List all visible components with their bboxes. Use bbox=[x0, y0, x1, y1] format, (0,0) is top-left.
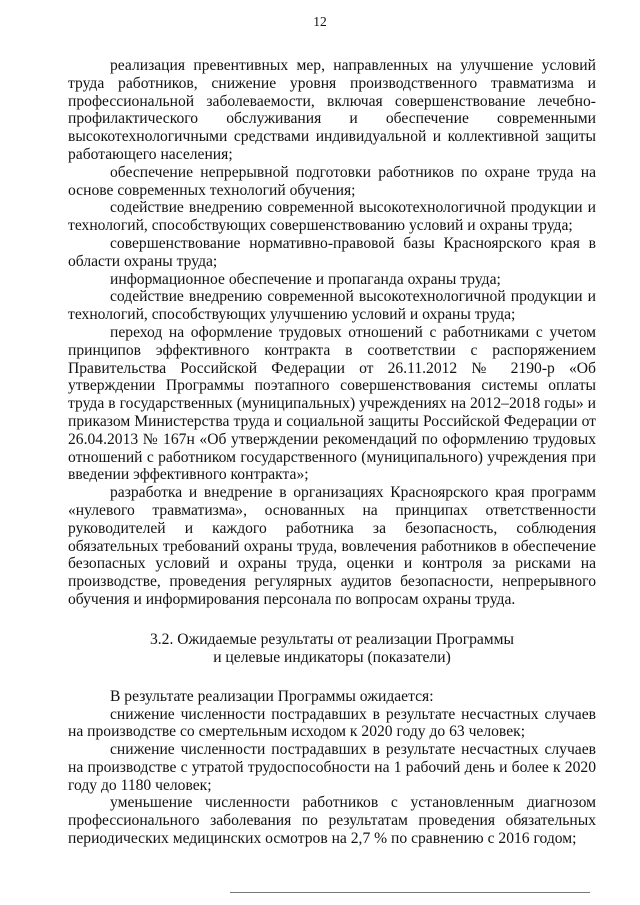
paragraph-information-support: информационное обеспечение и пропаганда охраны труда; bbox=[110, 270, 501, 288]
document-body bbox=[68, 57, 596, 848]
paragraph-zero-injury: разработка и внедрение в организациях Красноярского края программ «нулевого травматизма», основанных на принципах ответственности руководителей и каждого работника за безопасность, соблюдения обязательных требований охраны труда, вовлечения работников в обеспечение безопасных условий и охраны труда, оценки и контроля за рисками на производстве, проведения регулярных аудитов безопасности, непрерывного обучения и информирования персонала по вопросам охраны труда. bbox=[68, 484, 596, 608]
bottom-edge-line bbox=[230, 892, 590, 893]
paragraph-effective-contract: переход на оформление трудовых отношений с работниками с учетом принципов эффективного контракта в соответствии с распоряжением Правительства Российской Федерации от 26.11.2012 № 2190-р «Об утверждении Программы поэтапного совершенствования системы оплаты труда в государственных (муниципальных) учреждениях на 2012–2018 годы» и приказом Министерства труда и социальной защиты Российской Федерации от 26.04.2013 № 167н «Об утверждении рекомендаций по оформлению трудовых отношений с работником государственного (муниципального) учреждения при введении эффективного контракта»; bbox=[68, 323, 596, 484]
paragraph-occupational-disease: уменьшение численности работников с установленным диагнозом профессионального заболевания по результатам проведения обязательных периодических медицинских осмотров на 2,7 % по сравнению с 2016 годом; bbox=[68, 794, 596, 848]
section-heading-line-1: 3.2. Ожидаемые результаты от реализации Программы bbox=[149, 630, 515, 648]
paragraph-disability-accidents: снижение численности пострадавших в результате несчастных случаев на производстве с утратой трудоспособности на 1 рабочий день и более к 2020 году до 1180 человек; bbox=[68, 741, 596, 794]
section-heading-line-2: и целевые индикаторы (показатели) bbox=[213, 648, 451, 666]
paragraph-high-tech-products-2: содействие внедрению современной высокотехнологичной продукции и технологий, способствующих улучшению условий и охраны труда; bbox=[68, 288, 596, 324]
paragraph-high-tech-products: содействие внедрению современной высокотехнологичной продукции и технологий, способствующих совершенствованию условий и охраны труда; bbox=[68, 199, 596, 235]
paragraph-continuous-training: обеспечение непрерывной подготовки работников по охране труда на основе современных технологий обучения; bbox=[68, 163, 596, 199]
section-heading bbox=[68, 631, 596, 667]
page-number: 12 bbox=[313, 14, 327, 29]
paragraph-expected-intro: В результате реализации Программы ожидается: bbox=[110, 687, 434, 705]
paragraph-regulatory-base: совершенствование нормативно-правовой базы Красноярского края в области охраны труда; bbox=[68, 234, 596, 270]
paragraph-preventive-measures: реализация превентивных мер, направленных на улучшение условий труда работников, снижение уровня производственного травматизма и профессиональной заболеваемости, включая совершенствование лечебно-профилактического обслуживания и обеспечение современными высокотехнологичными средствами индивидуальной и коллективной защиты работающего населения; bbox=[68, 57, 596, 163]
paragraph-fatal-accidents: снижение численности пострадавших в результате несчастных случаев на производстве со смертельным исходом к 2020 году до 63 человек; bbox=[68, 705, 596, 741]
